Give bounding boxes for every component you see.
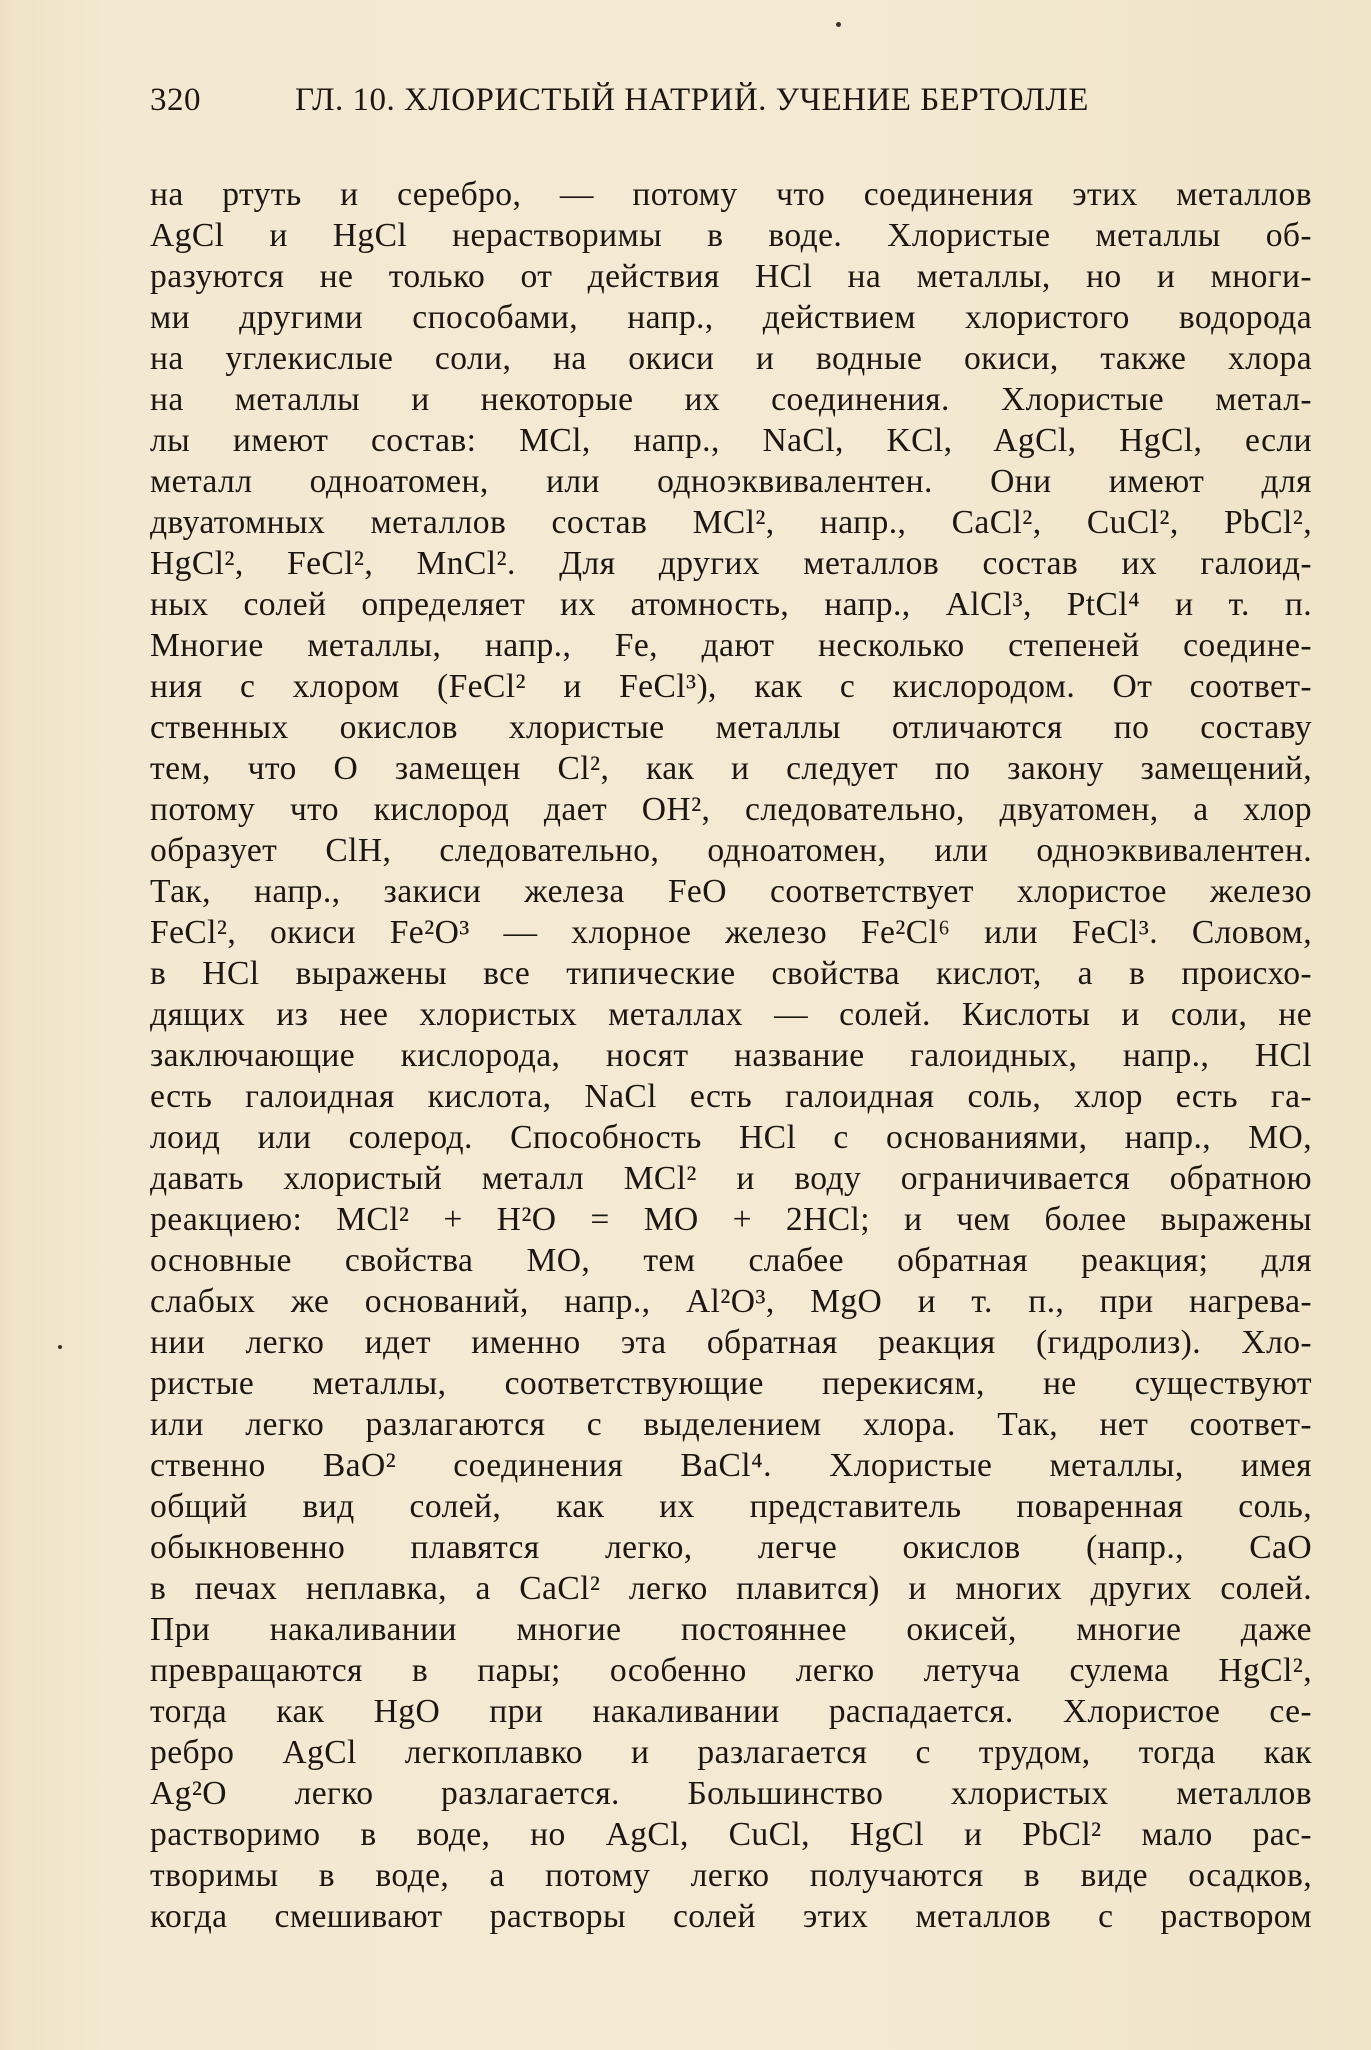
- text-line: на углекислые соли, на окиси и водные окиси, также хлора: [150, 340, 1312, 377]
- text-line: металл одноатомен, или одноэквивалентен. Они имеют для: [150, 463, 1312, 500]
- text-line: Многие металлы, напр., Fe, дают несколько степеней соедине-: [150, 627, 1312, 664]
- text-line: творимы в воде, а потому легко получаются в виде осадков,: [150, 1857, 1312, 1894]
- text-line: ребро AgCl легкоплавко и разлагается с трудом, тогда как: [150, 1734, 1312, 1771]
- text-line: тогда как HgO при накаливании распадается. Хлористое се-: [150, 1693, 1312, 1730]
- text-line: лы имеют состав: MCl, напр., NaCl, KCl, AgCl, HgCl, если: [150, 422, 1312, 459]
- page-number: 320: [150, 82, 201, 118]
- text-line: ных солей определяет их атомность, напр., AlCl³, PtCl⁴ и т. п.: [150, 586, 1312, 623]
- text-line: заключающие кислорода, носят название галоидных, напр., HCl: [150, 1037, 1312, 1074]
- speck: [58, 1345, 62, 1349]
- text-line: тем, что O замещен Cl², как и следует по закону замещений,: [150, 750, 1312, 787]
- text-line: AgCl и HgCl нерастворимы в воде. Хлористые металлы об-: [150, 217, 1312, 254]
- running-title: ГЛ. 10. ХЛОРИСТЫЙ НАТРИЙ. УЧЕНИЕ БЕРТОЛЛЕ: [295, 82, 1089, 118]
- text-line: давать хлористый металл MCl² и воду ограничивается обратною: [150, 1160, 1312, 1197]
- speck: [836, 22, 841, 27]
- page-header: [150, 82, 1310, 126]
- text-line: реакциею: MCl² + H²O = MO + 2HCl; и чем более выражены: [150, 1201, 1312, 1238]
- text-line: есть галоидная кислота, NaCl есть галоидная соль, хлор есть га-: [150, 1078, 1312, 1115]
- text-line: ния с хлором (FeCl² и FeCl³), как с кислородом. От соответ-: [150, 668, 1312, 705]
- text-line: дящих из нее хлористых металлах — солей. Кислоты и соли, не: [150, 996, 1312, 1033]
- text-line: растворимо в воде, но AgCl, CuCl, HgCl и PbCl² мало рас-: [150, 1816, 1312, 1853]
- text-line: двуатомных металлов состав MCl², напр., CaCl², CuCl², PbCl²,: [150, 504, 1312, 541]
- text-line: Ag²O легко разлагается. Большинство хлористых металлов: [150, 1775, 1312, 1812]
- body-text: [150, 174, 1312, 1937]
- text-line: в печах неплавка, а CaCl² легко плавится) и многих других солей.: [150, 1570, 1312, 1607]
- text-line: ственно BaO² соединения BaCl⁴. Хлористые металлы, имея: [150, 1447, 1312, 1484]
- text-line: Так, напр., закиси железа FeO соответствует хлористое железо: [150, 873, 1312, 910]
- text-line: на ртуть и серебро, — потому что соединения этих металлов: [150, 176, 1312, 213]
- text-line: образует ClH, следовательно, одноатомен, или одноэквивалентен.: [150, 832, 1312, 869]
- text-line: HgCl², FeCl², MnCl². Для других металлов состав их галоид-: [150, 545, 1312, 582]
- text-line: общий вид солей, как их представитель поваренная соль,: [150, 1488, 1312, 1525]
- text-line: нии легко идет именно эта обратная реакция (гидролиз). Хло-: [150, 1324, 1312, 1361]
- text-line: когда смешивают растворы солей этих металлов с раствором: [150, 1898, 1312, 1935]
- text-line: ристые металлы, соответствующие перекисям, не существуют: [150, 1365, 1312, 1402]
- text-line: или легко разлагаются с выделением хлора. Так, нет соответ-: [150, 1406, 1312, 1443]
- text-line: ственных окислов хлористые металлы отличаются по составу: [150, 709, 1312, 746]
- text-line: При накаливании многие постояннее окисей, многие даже: [150, 1611, 1312, 1648]
- text-line: слабых же оснований, напр., Al²O³, MgO и т. п., при нагрева-: [150, 1283, 1312, 1320]
- text-line: лоид или солерод. Способность HCl с основаниями, напр., MO,: [150, 1119, 1312, 1156]
- text-line: FeCl², окиси Fe²O³ — хлорное железо Fe²Cl⁶ или FeCl³. Словом,: [150, 914, 1312, 951]
- text-line: разуются не только от действия HCl на металлы, но и многи-: [150, 258, 1312, 295]
- text-line: в HCl выражены все типические свойства кислот, а в происхо-: [150, 955, 1312, 992]
- text-line: потому что кислород дает OH², следовательно, двуатомен, а хлор: [150, 791, 1312, 828]
- text-line: на металлы и некоторые их соединения. Хлористые метал-: [150, 381, 1312, 418]
- text-line: обыкновенно плавятся легко, легче окислов (напр., CaO: [150, 1529, 1312, 1566]
- text-line: превращаются в пары; особенно легко летуча сулема HgCl²,: [150, 1652, 1312, 1689]
- text-line: ми другими способами, напр., действием хлористого водорода: [150, 299, 1312, 336]
- text-line: основные свойства MO, тем слабее обратная реакция; для: [150, 1242, 1312, 1279]
